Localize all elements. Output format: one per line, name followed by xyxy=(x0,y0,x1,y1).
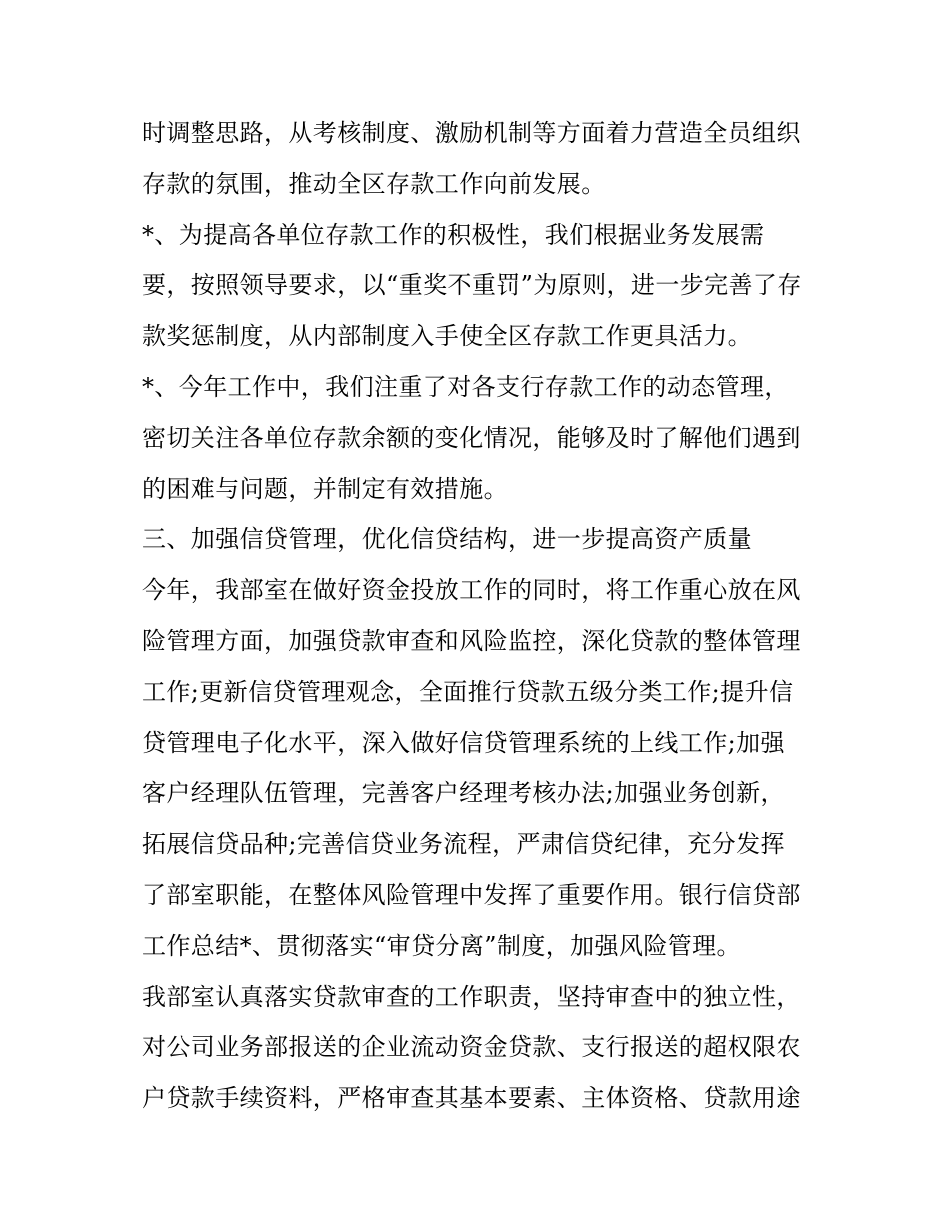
text-line: 拓展信贷品种;完善信贷业务流程，严肃信贷纪律，充分发挥 xyxy=(142,830,785,859)
text-line: 贷管理电子化水平，深入做好信贷管理系统的上线工作;加强 xyxy=(142,728,785,757)
text-line: 对公司业务部报送的企业流动资金贷款、支行报送的超权限农 xyxy=(142,1033,801,1062)
text-line: *、为提高各单位存款工作的积极性，我们根据业务发展需 xyxy=(142,220,765,249)
body-text xyxy=(142,108,832,1124)
text-line: 款奖惩制度，从内部制度入手使全区存款工作更具活力。 xyxy=(142,322,752,351)
text-line: 客户经理队伍管理，完善客户经理考核办法;加强业务创新， xyxy=(142,779,785,808)
text-line: 今年，我部室在做好资金投放工作的同时，将工作重心放在风 xyxy=(142,576,801,605)
text-line: 了部室职能，在整体风险管理中发挥了重要作用。银行信贷部 xyxy=(142,880,801,909)
text-line: *、今年工作中，我们注重了对各支行存款工作的动态管理， xyxy=(142,372,789,401)
text-line: 工作;更新信贷管理观念，全面推行贷款五级分类工作;提升信 xyxy=(142,677,794,706)
text-line: 的困难与问题，并制定有效措施。 xyxy=(142,474,508,503)
text-line: 时调整思路，从考核制度、激励机制等方面着力营造全员组织 xyxy=(142,119,801,147)
text-line: 密切关注各单位存款余额的变化情况，能够及时了解他们遇到 xyxy=(142,423,801,452)
text-line: 险管理方面，加强贷款审查和风险监控，深化贷款的整体管理 xyxy=(142,626,801,655)
section-heading: 三、加强信贷管理，优化信贷结构，进一步提高资产质量 xyxy=(142,525,752,554)
text-line: 要，按照领导要求，以“重奖不重罚”为原则，进一步完善了存 xyxy=(142,271,802,300)
text-line: 工作总结*、贯彻落实“审贷分离”制度，加强风险管理。 xyxy=(142,931,741,960)
text-line: 我部室认真落实贷款审查的工作职责，坚持审查中的独立性， xyxy=(142,982,801,1011)
text-line: 户贷款手续资料，严格审查其基本要素、主体资格、贷款用途 xyxy=(142,1084,801,1113)
text-line: 存款的氛围，推动全区存款工作向前发展。 xyxy=(142,169,606,198)
